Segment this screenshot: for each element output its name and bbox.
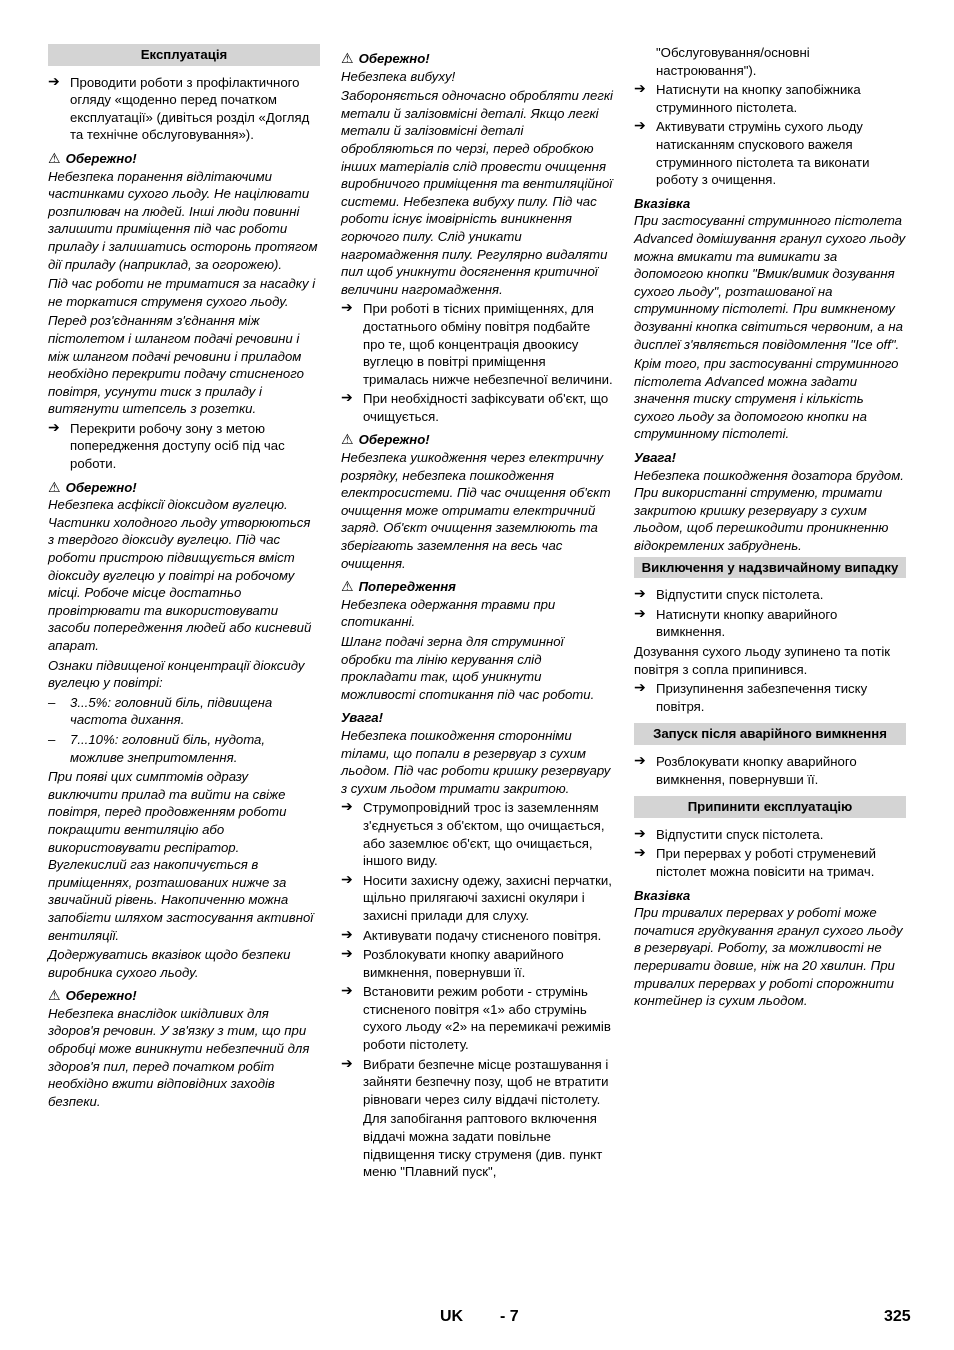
arrow-icon: ➔: [341, 389, 353, 406]
dash-bullet: –: [48, 694, 56, 710]
dash-item-text: 7...10%: головний біль, нудота, можливе знепритомлення.: [70, 731, 266, 765]
italic-paragraph: Перед роз'єднанням з'єднання між пістолетом і шлангом подачі речовини і між шлангом подачі речовини і приладом необхідно перекрити подачу стисненого повітря, усунути тиск з приладу і витягнути штепсель з розетки.: [48, 313, 304, 417]
warning-label-text: Обережно!: [358, 51, 430, 66]
note-label: Вказівка: [634, 887, 691, 903]
arrow-icon: ➔: [634, 751, 646, 768]
italic-paragraph: Небезпека вибуху!: [341, 68, 456, 84]
step-text: Відпустити спуск пістолета.: [656, 587, 824, 603]
column-1: [48, 44, 320, 1112]
warning-label-text: Обережно!: [65, 988, 137, 1004]
warning-icon: ⚠: [341, 431, 354, 448]
step-text: Відпустити спуск пістолета.: [656, 826, 824, 842]
step-item: [341, 390, 613, 425]
section-page-ref: - 7: [500, 1308, 519, 1325]
step-item: [341, 983, 613, 1053]
italic-paragraph: Під час роботи не триматися за насадку і не торкатися струменя сухого льоду.: [48, 276, 316, 309]
warning-icon: ⚠: [341, 50, 354, 66]
warning-label: [48, 479, 320, 497]
warning-icon: ⚠: [341, 578, 354, 595]
italic-paragraph: Небезпека пошкодження сторонніми тілами, що попали в резервуар з сухим льодом. Під час роботи кришку резервуару з сухим льодом тримати закритою.: [341, 727, 611, 796]
indented-paragraph: "Обслуговування/основні настроювання").: [656, 45, 810, 78]
italic-paragraph: Небезпека асфіксії діоксидом вуглецю. Частинки холодного льоду утворюються з твердого діоксиду вуглецю. Під час роботи пристрою підвищується вміст діоксиду вуглецю у повітрі на робочому місці. Робоче місце достатньо провітрювати та використовувати засоби попередження людей або кисневий апарат.: [48, 497, 312, 653]
column-3: [634, 44, 906, 1012]
arrow-icon: ➔: [634, 844, 646, 861]
arrow-icon: ➔: [634, 80, 646, 97]
dash-list-item: [48, 731, 320, 766]
arrow-icon: ➔: [341, 1054, 353, 1071]
step-text: Носити захисну одежу, захисні перчатки, щільно прилягаючі захисні окуляри і захисні прилади для слуху.: [363, 872, 612, 923]
italic-paragraph: Крім того, при застосуванні струминного пістолета Advanced можна задати значення тиску струменя і кількість сухого льоду за допомогою кнопки на струминному пістолеті.: [634, 356, 899, 442]
step-text: При необхідності зафіксувати об'єкт, що очищується.: [363, 391, 609, 424]
column-2: [341, 44, 613, 1183]
warning-icon: ⚠: [48, 478, 61, 495]
language-code: UK: [440, 1308, 464, 1325]
step-item: [634, 586, 906, 604]
step-text: Призупинення забезпечення тиску повітря.: [656, 681, 868, 714]
step-item: [634, 118, 906, 188]
arrow-icon: ➔: [341, 299, 353, 316]
step-item: [634, 753, 906, 788]
arrow-icon: ➔: [634, 117, 646, 134]
dash-item-text: 3...5%: головний біль, підвищена частота дихання.: [70, 694, 273, 728]
warning-label: [341, 431, 613, 449]
step-text: Натиснути на кнопку запобіжника струминного пістолета.: [656, 82, 861, 115]
warning-icon: ⚠: [48, 149, 61, 166]
section-heading: Експлуатація: [48, 44, 320, 66]
section-heading: Запуск після аварійного вимкнення: [634, 723, 906, 745]
step-item: [634, 81, 906, 116]
italic-paragraph: Ознаки підвищеної концентрації діоксиду вуглецю у повітрі:: [48, 657, 305, 691]
italic-paragraph: Забороняється одночасно обробляти легкі метали й залізовмісні деталі. Якщо легкі метали й залізовмісні деталі обробляються по черзі, перед обробкою інших матеріалів слід провести очищення виробничого приміщення та вентиляційної системи. Небезпека вибуху пилу. Під час роботи існує імовірність виникнення горючого пилу. Слід уникати нагромадження пилу. Регулярно видаляти пил щоб уникнути досягнення критичної величини нагромадження.: [341, 88, 613, 297]
step-text: Проводити роботи з профілактичного огляду «щоденно перед початком експлуатації» (дивіться розділ «Догляд та технічне обслуговування»).: [70, 74, 310, 143]
step-item: [634, 826, 906, 844]
warning-label-text: Обережно!: [65, 479, 137, 495]
italic-paragraph: Додержуватись вказівок щодо безпеки виробника сухого льоду.: [48, 947, 291, 980]
arrow-icon: ➔: [341, 870, 353, 887]
warning-label: [48, 987, 320, 1005]
note-label: Вказівка: [634, 195, 691, 211]
step-item: [634, 680, 906, 715]
warning-icon: ⚠: [48, 987, 61, 1004]
arrow-icon: ➔: [634, 679, 646, 696]
italic-paragraph: Небезпека одержання травми при спотиканні.: [341, 596, 556, 630]
step-text: Струмопровідний трос із заземленням з'єднується з об'єктом, що очищається, або заземлює об'єкт, що очищається, іншого виду.: [363, 800, 605, 869]
italic-paragraph: При появі цих симптомів одразу виключити прилад та вийти на свіже повітря, перед продовженням роботи покращити вентиляцію або використовувати респіратор. Вуглекислий газ накопичується в приміщеннях, розташованих нижче за звичайний рівень. Накопиченню можна запобігти шляхом застосування активної вентиляції.: [48, 769, 314, 943]
dash-bullet: –: [48, 731, 56, 747]
italic-paragraph: Небезпека поранення відлітаючими частинками сухого льоду. Не націлювати розпилювач на людей. Інші люди повинні залишити приміщення під час роботи приладу і залишатись осторонь протягом дії приладу (наприклад, за огорожею).: [48, 168, 318, 272]
warning-label-text: Обережно!: [65, 150, 137, 166]
arrow-icon: ➔: [634, 604, 646, 621]
step-item: [341, 946, 613, 981]
italic-paragraph: Небезпека внаслідок шкідливих для здоров'я речовин. У зв'язку з тим, що при обробці може виникнути небезпечний для здоров'я пил, перед початком робіт необхідно вжити відповідних заходів безпеки.: [48, 1005, 310, 1109]
italic-paragraph: Небезпека ушкодження через електричну розрядку, небезпека пошкодження електросистеми. Під час очищення об'єкт очищення може отримати електричний заряд. Об'єкт очищення заземлюють та зберігають заземлення на весь час очищення.: [341, 450, 611, 571]
arrow-icon: ➔: [634, 585, 646, 602]
italic-paragraph: При тривалих перервах у роботі може початися грудкування гранул сухого льоду в резервуарі. Роботу, за можливості не переривати довше, ніж на 20 хвилин. При тривалих перервах у роботі спорожнити контейнер із сухим льодом.: [634, 905, 903, 1009]
warning-label: [48, 150, 320, 168]
arrow-icon: ➔: [634, 824, 646, 841]
step-item: [48, 420, 320, 473]
step-text: При роботі в тісних приміщеннях, для достатнього обміну повітря подбайте про те, щоб концентрація двоокису вуглецю в повітрі приміщення трималась нижче небезпечної величини.: [363, 301, 613, 387]
step-text: Перекрити робочу зону з метою попередження доступу осіб під час роботи.: [70, 420, 285, 472]
warning-label-text: Обережно!: [358, 432, 430, 448]
warning-label: [341, 578, 613, 596]
step-item: [48, 74, 320, 144]
step-text: Встановити режим роботи - струмінь стисненого повітря «1» або струмінь сухого льоду «2» на перемикачі режимів роботи пістолету.: [363, 984, 611, 1053]
step-text: При перервах у роботі струменевий пістолет можна повісити на тримач.: [656, 846, 876, 879]
step-item: [341, 1056, 613, 1109]
italic-paragraph: Небезпека пошкодження дозатора брудом. При використанні струменю, тримати закритою кришку резервуару з сухим льодом, щоб перешкодити проникненню відокремлених забруднень.: [634, 467, 904, 554]
step-item: [634, 845, 906, 880]
step-text: Розблокувати кнопку аварийного вимкнення, повернувши її.: [656, 753, 857, 787]
section-heading: Припинити експлуатацію: [634, 796, 906, 818]
arrow-icon: ➔: [341, 945, 353, 962]
arrow-icon: ➔: [48, 418, 60, 435]
step-item: [341, 927, 613, 945]
note-label: Увага!: [341, 710, 383, 726]
step-item: [341, 872, 613, 925]
step-text: Розблокувати кнопку аварийного вимкнення, повернувши її.: [363, 947, 564, 980]
step-text: Вибрати безпечне місце розташування і зайняти безпечну позу, щоб не втратити рівноваги через силу віддачі пістолету.: [363, 1056, 609, 1107]
page-number: 325: [884, 1308, 911, 1325]
warning-label-text: Попередження: [358, 579, 456, 595]
paragraph: Дозування сухого льоду зупинено та потік повітря з сопла припинився.: [634, 644, 891, 677]
dash-list-item: [48, 694, 320, 729]
step-text: Активувати струмінь сухого льоду натисканням спускового важеля струминного пістолета та виконати роботу з очищення.: [656, 119, 870, 188]
italic-paragraph: При застосуванні струминного пістолета Advanced домішування гранул сухого льоду можна вмикати та вимикати за допомогою кнопки "Вмик/вимик дозування сухого льоду", розташованої на струминному пістолеті. При вимкненому дозуванні кнопка світиться червоним, а на дисплеї з'являється повідомлення "Ice off".: [634, 213, 906, 352]
step-item: [341, 799, 613, 869]
step-text: Натиснути кнопку аварийного вимкнення.: [656, 606, 838, 640]
note-label: Увага!: [634, 450, 676, 466]
step-item: [634, 606, 906, 641]
arrow-icon: ➔: [341, 798, 353, 815]
italic-paragraph: Шланг подачі зерна для струминної обробки та лінію керування слід прокладати так, щоб уникнути можливості спотикання під час роботи.: [341, 634, 595, 702]
arrow-icon: ➔: [341, 982, 353, 999]
indented-paragraph: Для запобігання раптового включення віддачі можна задати повільне підвищення тиску струменя (див. пункт меню "Плавний пуск",: [363, 1111, 603, 1180]
step-text: Активувати подачу стисненого повітря.: [363, 927, 602, 943]
arrow-icon: ➔: [341, 925, 353, 942]
section-heading: Виключення у надзвичайному випадку: [634, 557, 906, 579]
step-item: [341, 300, 613, 388]
arrow-icon: ➔: [48, 72, 60, 89]
warning-label: [341, 50, 613, 68]
